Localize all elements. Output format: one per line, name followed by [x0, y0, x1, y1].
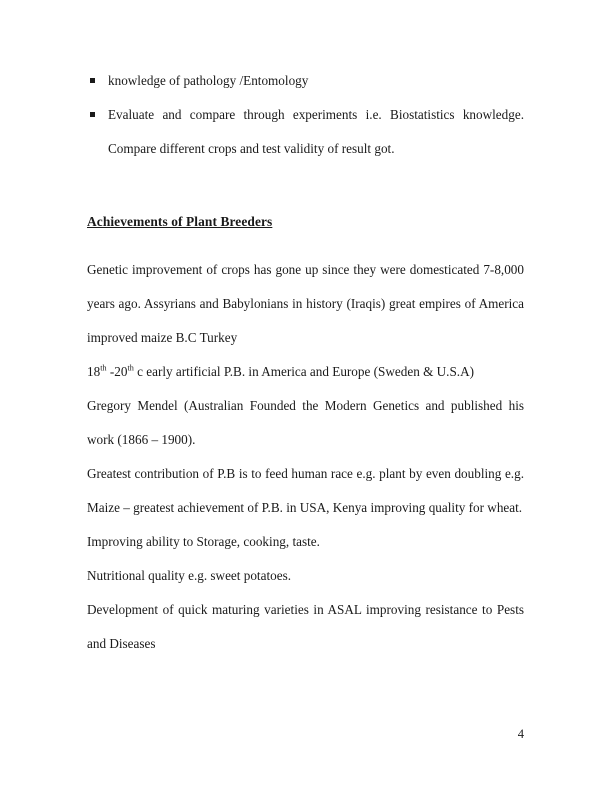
paragraph-storage: Improving ability to Storage, cooking, taste.	[87, 534, 320, 549]
paragraph-domestication: Genetic improvement of crops has gone up since they were domesticated 7-8,000 years ago. Assyrians and Babylonians in history (Iraqis) great empires of America improved maize B.C Turkey	[87, 262, 524, 345]
century-second-number: 20	[114, 364, 128, 379]
century-first-number: 18	[87, 364, 101, 379]
century-separator: -	[106, 364, 115, 379]
square-bullet-icon	[90, 112, 95, 117]
paragraph-asal: Development of quick maturing varieties in ASAL improving resistance to Pests and Diseases	[87, 602, 524, 651]
heading-spacer	[87, 239, 524, 253]
list-item	[87, 98, 524, 166]
section-spacer	[87, 166, 524, 205]
list-item-text: Evaluate and compare through experiments i.e. Biostatistics knowledge. Compare different crops and test validity of result got.	[108, 107, 524, 156]
page-content	[87, 64, 524, 661]
paragraph-mendel: Gregory Mendel (Australian Founded the Modern Genetics and published his work (1866 – 1900).	[87, 398, 524, 447]
page-number: 4	[517, 727, 524, 741]
list-item	[87, 64, 524, 98]
paragraph-nutritional: Nutritional quality e.g. sweet potatoes.	[87, 568, 291, 583]
century-rest-text: c early artificial P.B. in America and Europe (Sweden & U.S.A)	[133, 364, 475, 379]
century-first-suffix: th	[100, 363, 107, 373]
century-second-suffix: th	[127, 363, 134, 373]
bullet-list	[87, 64, 524, 166]
list-item-text: knowledge of pathology /Entomology	[108, 73, 309, 88]
paragraph-centuries	[87, 355, 524, 389]
square-bullet-icon	[90, 78, 95, 83]
section-heading: Achievements of Plant Breeders	[87, 214, 273, 229]
paragraph-greatest-contribution: Greatest contribution of P.B is to feed human race e.g. plant by even doubling e.g. Maize – greatest achievement of P.B. in USA, Kenya improving quality for wheat.	[87, 466, 524, 515]
